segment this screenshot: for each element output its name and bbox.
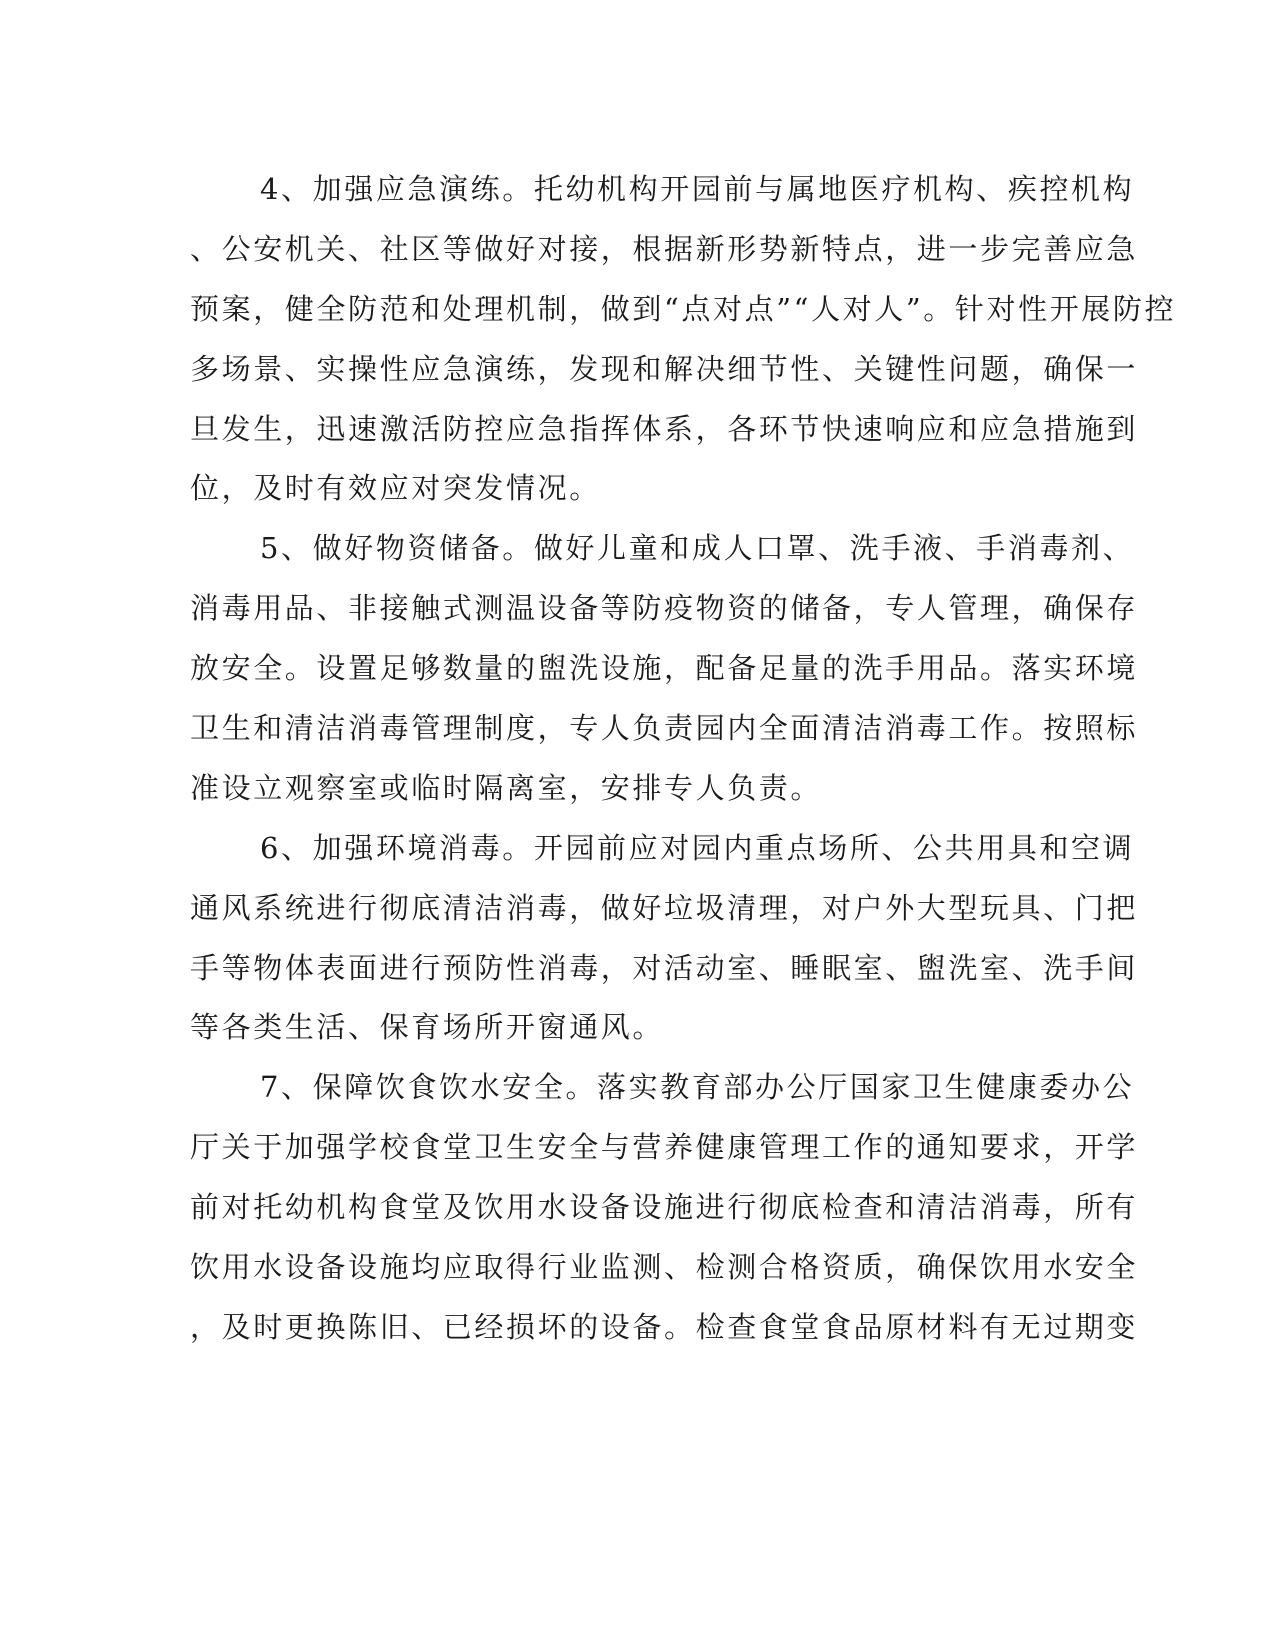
paragraph-7-line-3: 前对托幼机构食堂及饮用水设备设施进行彻底检查和清洁消毒，所有 (190, 1190, 1139, 1225)
paragraph-6-line-2: 通风系统进行彻底清洁消毒，做好垃圾清理，对户外大型玩具、门把 (190, 890, 1139, 925)
paragraph-5-line-1: 5、做好物资储备。做好儿童和成人口罩、洗手液、手消毒剂、 (260, 531, 1135, 566)
paragraph-6-line-3: 手等物体表面进行预防性消毒，对活动室、睡眠室、盥洗室、洗手间 (190, 950, 1139, 985)
paragraph-4-line-2: 、公安机关、社区等做好对接，根据新形势新特点，进一步完善应急 (190, 231, 1139, 266)
paragraph-6-line-4: 等各类生活、保育场所开窗通风。 (190, 1010, 665, 1045)
paragraph-7-line-1: 7、保障饮食饮水安全。落实教育部办公厅国家卫生健康委办公 (260, 1070, 1135, 1105)
paragraph-4-line-6: 位，及时有效应对突发情况。 (190, 471, 601, 506)
paragraph-7-line-5: ，及时更换陈旧、已经损坏的设备。检查食堂食品原材料有无过期变 (190, 1309, 1139, 1344)
paragraph-5-line-5: 准设立观察室或临时隔离室，安排专人负责。 (190, 770, 823, 805)
paragraph-4-line-4: 多场景、实操性应急演练，发现和解决细节性、关键性问题，确保一 (190, 351, 1139, 386)
paragraph-7-line-4: 饮用水设备设施均应取得行业监测、检测合格资质，确保饮用水安全 (190, 1250, 1139, 1285)
paragraph-5-line-2: 消毒用品、非接触式测温设备等防疫物资的储备，专人管理，确保存 (190, 591, 1139, 626)
paragraph-5-line-4: 卫生和清洁消毒管理制度，专人负责园内全面清洁消毒工作。按照标 (190, 711, 1139, 746)
paragraph-7-line-2: 厅关于加强学校食堂卫生安全与营养健康管理工作的通知要求，开学 (190, 1130, 1139, 1165)
paragraph-4-line-5: 旦发生，迅速激活防控应急指挥体系，各环节快速响应和应急措施到 (190, 411, 1139, 446)
paragraph-6-line-1: 6、加强环境消毒。开园前应对园内重点场所、公共用具和空调 (260, 830, 1135, 865)
paragraph-5-line-3: 放安全。设置足够数量的盥洗设施，配备足量的洗手用品。落实环境 (190, 651, 1139, 686)
document-body (190, 160, 1177, 1358)
paragraph-4-line-1: 4、加强应急演练。托幼机构开园前与属地医疗机构、疾控机构 (260, 172, 1135, 206)
paragraph-4-line-3: 预案，健全防范和处理机制，做到“点对点”“人对人”。针对性开展防控 (190, 291, 1177, 326)
